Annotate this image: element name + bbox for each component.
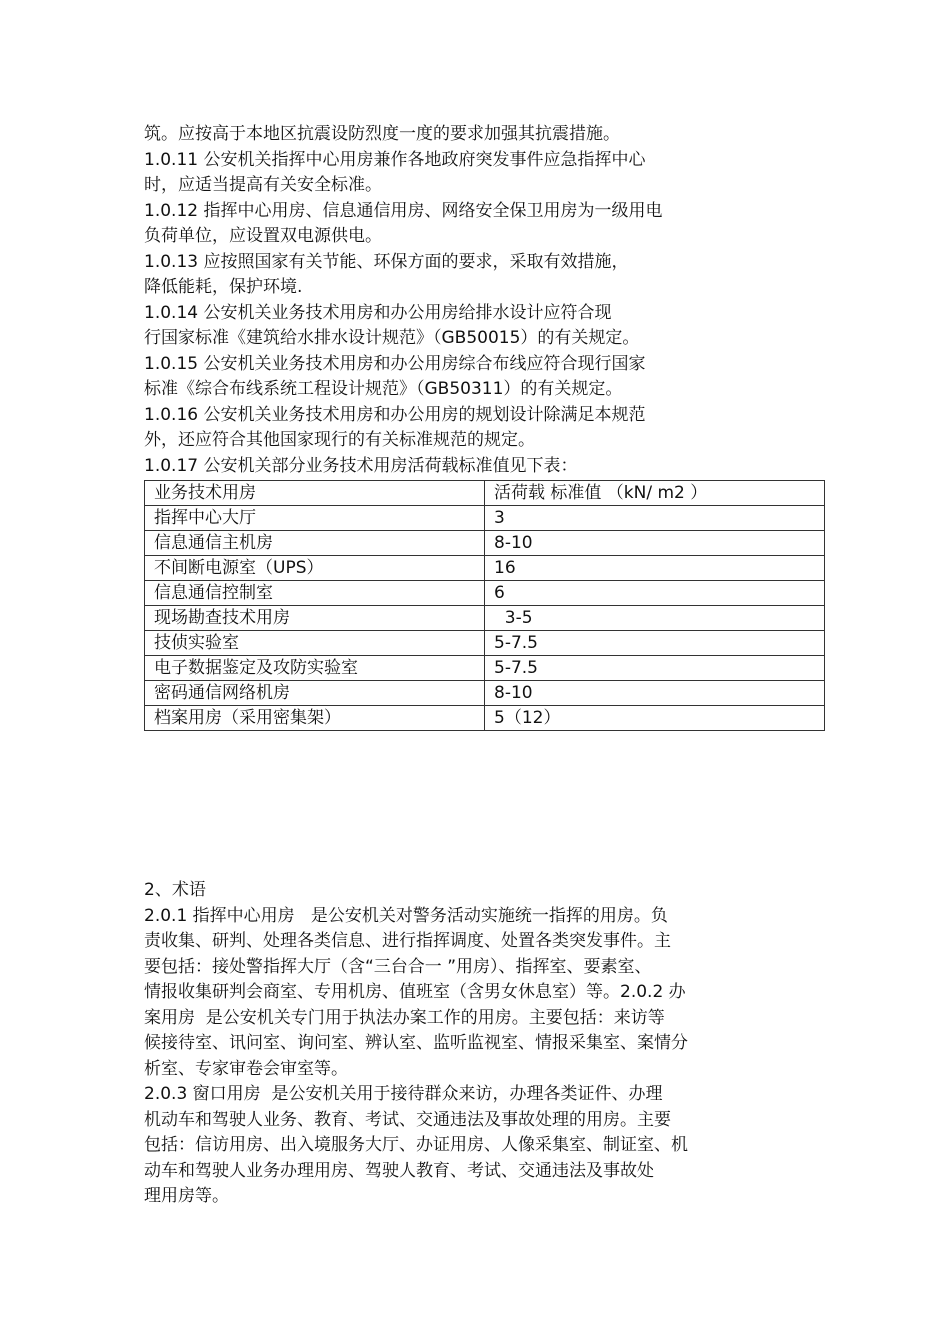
table-cell-load: 8-10 [485, 681, 825, 706]
text-line: 包括：信访用房、出入境服务大厅、办证用房、人像采集室、制证室、机 [144, 1135, 688, 1155]
text-line: 要包括：接处警指挥大厅（含“三台合一 ”用房）、指挥室、要素室、 [144, 956, 652, 977]
text-line: 情报收集研判会商室、专用机房、值班室（含男女休息室）等。2.0.2 办 [144, 982, 686, 1002]
text-line: 1.0.14 公安机关业务技术用房和办公用房给排水设计应符合现 [144, 302, 612, 323]
live-load-table [144, 480, 825, 731]
table-cell-room: 电子数据鉴定及攻防实验室 [145, 656, 485, 681]
text-line: 行国家标准《建筑给水排水设计规范》（GB50015）的有关规定。 [144, 328, 640, 348]
text-line: 负荷单位，应设置双电源供电。 [144, 226, 382, 246]
section-title: 2、术语 [144, 880, 206, 900]
text-line: 1.0.15 公安机关业务技术用房和办公用房综合布线应符合现行国家 [144, 353, 646, 374]
paragraph-1-0-17 [144, 454, 824, 480]
table-cell-load: 16 [485, 556, 825, 581]
text-line: 外，还应符合其他国家现行的有关标准规范的规定。 [144, 430, 535, 450]
text-line: 标准《综合布线系统工程设计规范》（GB50311）的有关规定。 [144, 379, 623, 399]
text-line: 责收集、研判、处理各类信息、进行指挥调度、处置各类突发事件。主 [144, 931, 671, 951]
paragraph-1-0-13 [144, 250, 824, 301]
paragraph-1-0-15 [144, 352, 824, 403]
paragraph-1-0-14 [144, 301, 824, 352]
text-line: 动车和驾驶人业务办理用房、驾驶人教育、考试、交通违法及事故处 [144, 1160, 654, 1181]
text-line: 1.0.17 公安机关部分业务技术用房活荷载标准值见下表： [144, 455, 578, 476]
text-line: 1.0.13 应按照国家有关节能、环保方面的要求，采取有效措施， [144, 251, 629, 272]
table-cell-load: 5-7.5 [485, 656, 825, 681]
text-line: 理用房等。 [144, 1186, 229, 1206]
table-cell-room: 档案用房（采用密集架） [145, 706, 485, 731]
table-row [145, 706, 825, 731]
table-row [145, 631, 825, 656]
text-line: 2.0.3 窗口用房 是公安机关用于接待群众来访，办理各类证件、办理 [144, 1084, 663, 1104]
paragraph-seismic [144, 122, 824, 148]
table-row [145, 531, 825, 556]
table-header-cell: 业务技术用房 [145, 481, 485, 506]
table-cell-room: 现场勘查技术用房 [145, 606, 485, 631]
table-header-cell: 活荷载 标准值 （kN/ m2 ） [485, 481, 825, 506]
text-line: 1.0.11 公安机关指挥中心用房兼作各地政府突发事件应急指挥中心 [144, 149, 646, 170]
table-header-row [145, 481, 825, 506]
paragraph-2-0-1 [144, 904, 824, 1083]
bottom-paragraphs [144, 904, 824, 1210]
table-row [145, 506, 825, 531]
text-line: 析室、专家审卷会审室等。 [144, 1058, 348, 1079]
text-line: 降低能耗，保护环境. [144, 277, 303, 297]
blank-space [144, 731, 824, 878]
document-content [144, 122, 824, 1210]
table-cell-room: 密码通信网络机房 [145, 681, 485, 706]
table-row [145, 606, 825, 631]
table-row [145, 681, 825, 706]
text-line: 2.0.1 指挥中心用房 是公安机关对警务活动实施统一指挥的用房。负 [144, 905, 668, 926]
text-line: 案用房 是公安机关专门用于执法办案工作的用房。主要包括：来访等 [144, 1007, 665, 1028]
table-cell-room: 不间断电源室（UPS） [145, 556, 485, 581]
paragraph-1-0-11 [144, 148, 824, 199]
table-row [145, 656, 825, 681]
text-line: 机动车和驾驶人业务、教育、考试、交通违法及事故处理的用房。主要 [144, 1109, 671, 1130]
table-cell-load: 3 [485, 506, 825, 531]
table-cell-room: 技侦实验室 [145, 631, 485, 656]
table-row [145, 581, 825, 606]
text-line: 时，应适当提高有关安全标准。 [144, 175, 382, 195]
paragraph-2-0-3 [144, 1082, 824, 1210]
text-line: 1.0.16 公安机关业务技术用房和办公用房的规划设计除满足本规范 [144, 404, 646, 425]
table-cell-load: 5（12） [485, 706, 825, 731]
paragraph-1-0-12 [144, 199, 824, 250]
text-line: 候接待室、讯问室、询问室、辨认室、监听监视室、情报采集室、案情分 [144, 1033, 688, 1053]
text-line: 1.0.12 指挥中心用房、信息通信用房、网络安全保卫用房为一级用电 [144, 200, 663, 221]
table-cell-load: 3-5 [485, 606, 825, 631]
table-cell-room: 指挥中心大厅 [145, 506, 485, 531]
table-cell-room: 信息通信主机房 [145, 531, 485, 556]
table-cell-room: 信息通信控制室 [145, 581, 485, 606]
table-cell-load: 8-10 [485, 531, 825, 556]
paragraph-1-0-16 [144, 403, 824, 454]
table-row [145, 556, 825, 581]
table-cell-load: 5-7.5 [485, 631, 825, 656]
top-paragraphs [144, 122, 824, 479]
text-line: 筑。应按高于本地区抗震设防烈度一度的要求加强其抗震措施。 [144, 124, 620, 144]
table-cell-load: 6 [485, 581, 825, 606]
